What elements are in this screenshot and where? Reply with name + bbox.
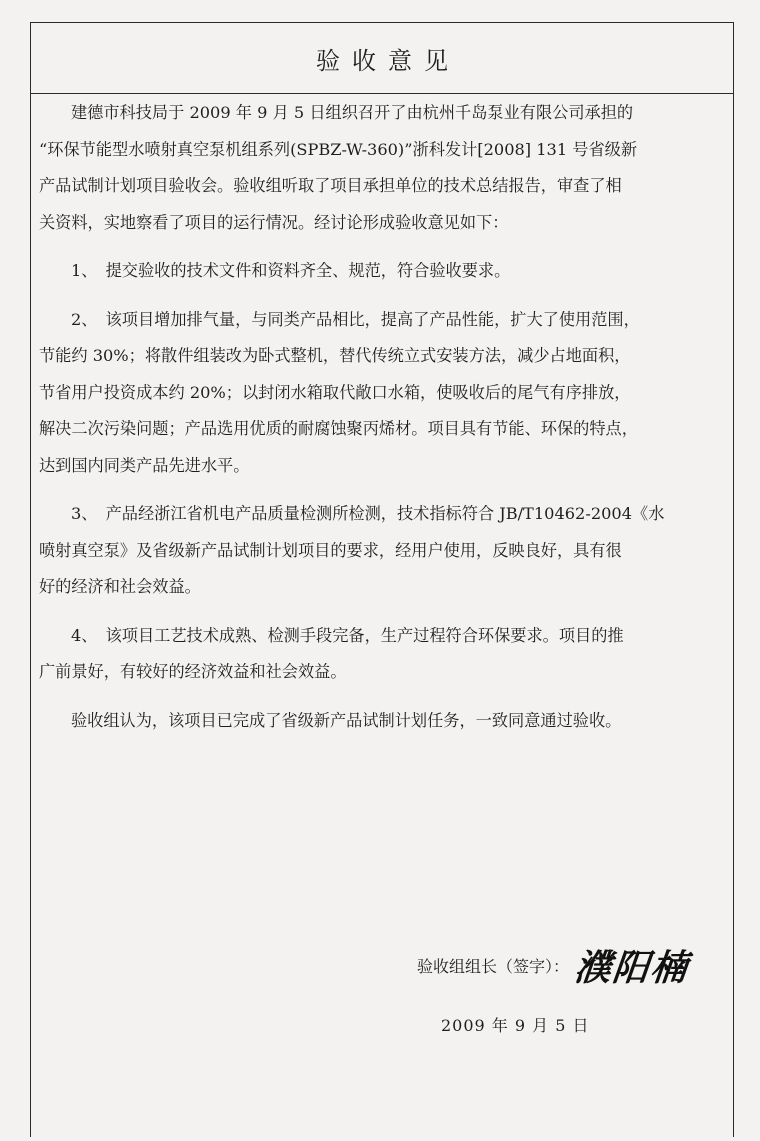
page-title: 验收意见 xyxy=(316,46,460,75)
handwritten-signature: 濮阳楠 xyxy=(572,947,691,989)
signature-label: 验收组组长（签字）： xyxy=(417,957,570,976)
item-4-line: 4、 该项目工艺技术成熟、检测手段完备，生产过程符合环保要求。项目的推 xyxy=(71,625,624,645)
item-2-line: 2、 该项目增加排气量，与同类产品相比，提高了产品性能，扩大了使用范围， xyxy=(71,309,640,329)
intro-line: “环保节能型水喷射真空泵机组系列(SPBZ-W-360)”浙科发计[2008] 131 号省级新 xyxy=(39,139,638,159)
item-2-line: 解决二次污染问题；产品选用优质的耐腐蚀聚丙烯材。项目具有节能、环保的特点， xyxy=(39,419,638,438)
item-4-line: 广前景好，有较好的经济效益和社会效益。 xyxy=(39,662,347,681)
sign-date: 2009 年 9 月 5 日 xyxy=(441,1016,590,1035)
item-2-line: 达到国内同类产品先进水平。 xyxy=(39,455,250,475)
signature-row xyxy=(417,940,689,991)
item-2-line: 节省用户投资成本约 20%；以封闭水箱取代敞口水箱，使吸收后的尾气有序排放， xyxy=(39,382,631,402)
title-row xyxy=(31,23,733,94)
intro-line: 建德市科技局于 2009 年 9 月 5 日组织召开了由杭州千岛泵业有限公司承担的 xyxy=(71,103,634,122)
opinion-body xyxy=(39,95,725,739)
conclusion-line: 验收组认为，该项目已完成了省级新产品试制计划任务，一致同意通过验收。 xyxy=(71,710,622,730)
form-frame xyxy=(30,22,734,1137)
item-3-line: 喷射真空泵》及省级新产品试制计划项目的要求，经用户使用，反映良好，具有很 xyxy=(39,540,622,560)
intro-line: 产品试制计划项目验收会。验收组听取了项目承担单位的技术总结报告，审查了相 xyxy=(39,176,622,195)
item-3-line: 3、 产品经浙江省机电产品质量检测所检测，技术指标符合 JB/T10462-2004《水 xyxy=(71,504,665,523)
item-3-line: 好的经济和社会效益。 xyxy=(39,577,201,596)
item-2-line: 节能约 30%；将散件组装改为卧式整机，替代传统立式安装方法，减少占地面积， xyxy=(39,346,631,365)
item-1-line: 1、 提交验收的技术文件和资料齐全、规范，符合验收要求。 xyxy=(71,261,511,280)
intro-line: 关资料，实地察看了项目的运行情况。经讨论形成验收意见如下： xyxy=(39,212,509,232)
